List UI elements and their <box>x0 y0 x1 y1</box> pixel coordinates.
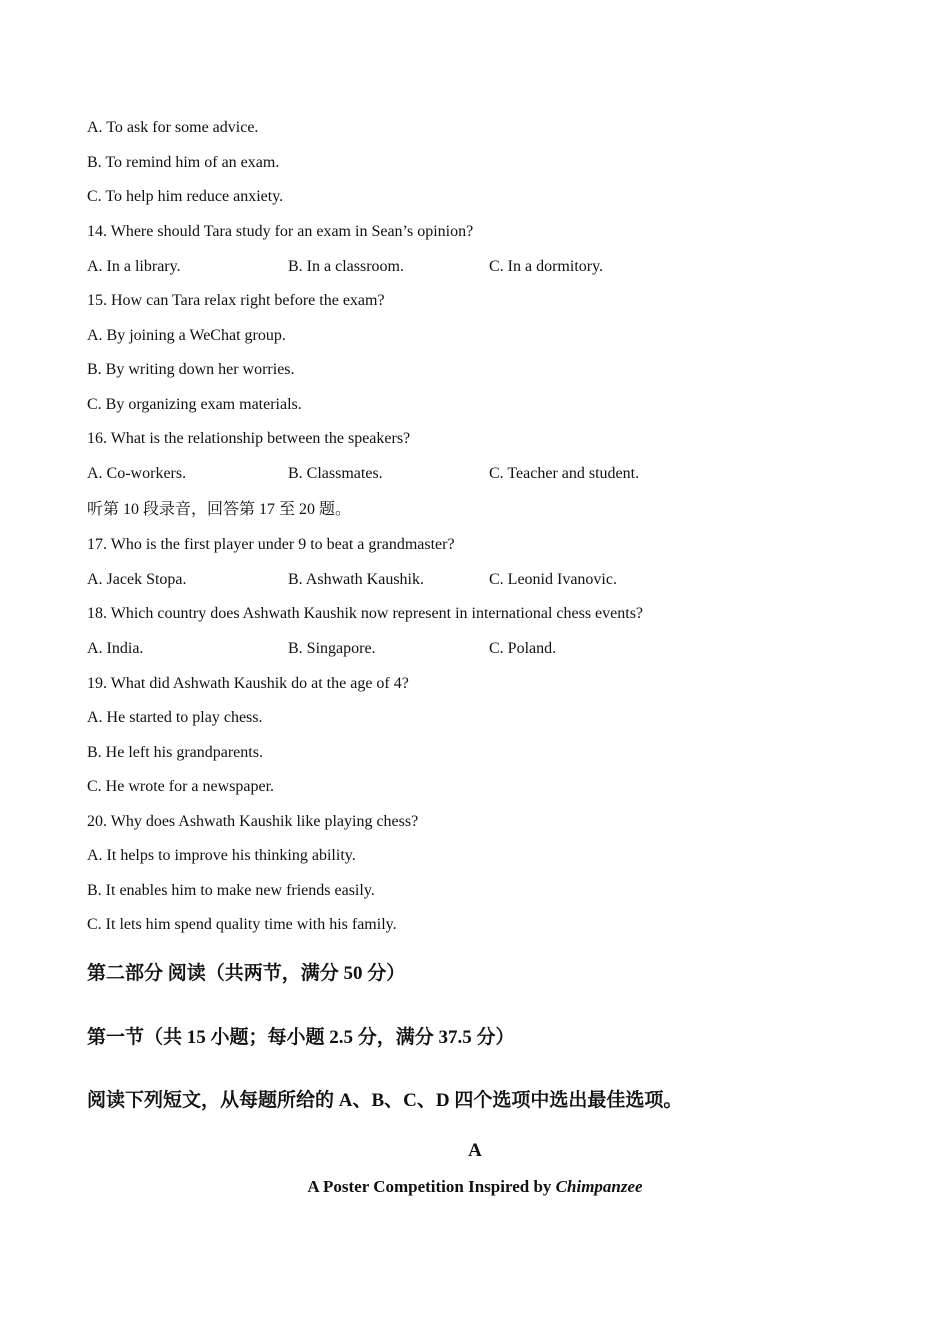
passage-title-prefix: A Poster Competition Inspired by <box>307 1177 556 1196</box>
option-20a: A. It helps to improve his thinking ability. <box>87 847 356 864</box>
option-20b: B. It enables him to make new friends easily. <box>87 882 375 899</box>
reading-instruction: 阅读下列短文，从每题所给的 A、B、C、D 四个选项中选出最佳选项。 <box>87 1090 683 1111</box>
option-19a: A. He started to play chess. <box>87 709 263 726</box>
option-16b: B. Classmates. <box>288 465 383 482</box>
part-two-heading: 第二部分 阅读（共两节，满分 50 分） <box>87 963 406 984</box>
question-20: 20. Why does Ashwath Kaushik like playing chess? <box>87 813 419 830</box>
option-18a: A. India. <box>87 640 144 657</box>
option-15a: A. By joining a WeChat group. <box>87 327 286 344</box>
question-16: 16. What is the relationship between the speakers? <box>87 430 411 447</box>
option-14c: C. In a dormitory. <box>489 258 604 275</box>
option-18c: C. Poland. <box>489 640 557 657</box>
option-14a: A. In a library. <box>87 258 181 275</box>
option-20c: C. It lets him spend quality time with his family. <box>87 916 397 933</box>
option-17b: B. Ashwath Kaushik. <box>288 571 424 588</box>
passage-title-italic: Chimpanzee <box>555 1177 643 1196</box>
option-19b: B. He left his grandparents. <box>87 744 263 761</box>
option-13c: C. To help him reduce anxiety. <box>87 188 284 205</box>
question-18: 18. Which country does Ashwath Kaushik now represent in international chess events? <box>87 605 644 622</box>
option-16c: C. Teacher and student. <box>489 465 640 482</box>
option-17c: C. Leonid Ivanovic. <box>489 571 617 588</box>
passage-letter: A <box>468 1140 482 1161</box>
option-13a: A. To ask for some advice. <box>87 119 259 136</box>
option-14b: B. In a classroom. <box>288 258 404 275</box>
question-17: 17. Who is the first player under 9 to beat a grandmaster? <box>87 536 455 553</box>
question-14: 14. Where should Tara study for an exam in Sean’s opinion? <box>87 223 474 240</box>
option-13b: B. To remind him of an exam. <box>87 154 280 171</box>
passage-title <box>0 1176 950 1198</box>
option-19c: C. He wrote for a newspaper. <box>87 778 275 795</box>
option-16a: A. Co-workers. <box>87 465 187 482</box>
option-15c: C. By organizing exam materials. <box>87 396 302 413</box>
section-one-heading: 第一节（共 15 小题；每小题 2.5 分，满分 37.5 分） <box>87 1027 515 1048</box>
question-15: 15. How can Tara relax right before the exam? <box>87 292 385 309</box>
listening-instruction: 听第 10 段录音，回答第 17 至 20 题。 <box>87 501 352 518</box>
option-17a: A. Jacek Stopa. <box>87 571 187 588</box>
option-15b: B. By writing down her worries. <box>87 361 295 378</box>
question-19: 19. What did Ashwath Kaushik do at the age of 4? <box>87 675 409 692</box>
option-18b: B. Singapore. <box>288 640 376 657</box>
